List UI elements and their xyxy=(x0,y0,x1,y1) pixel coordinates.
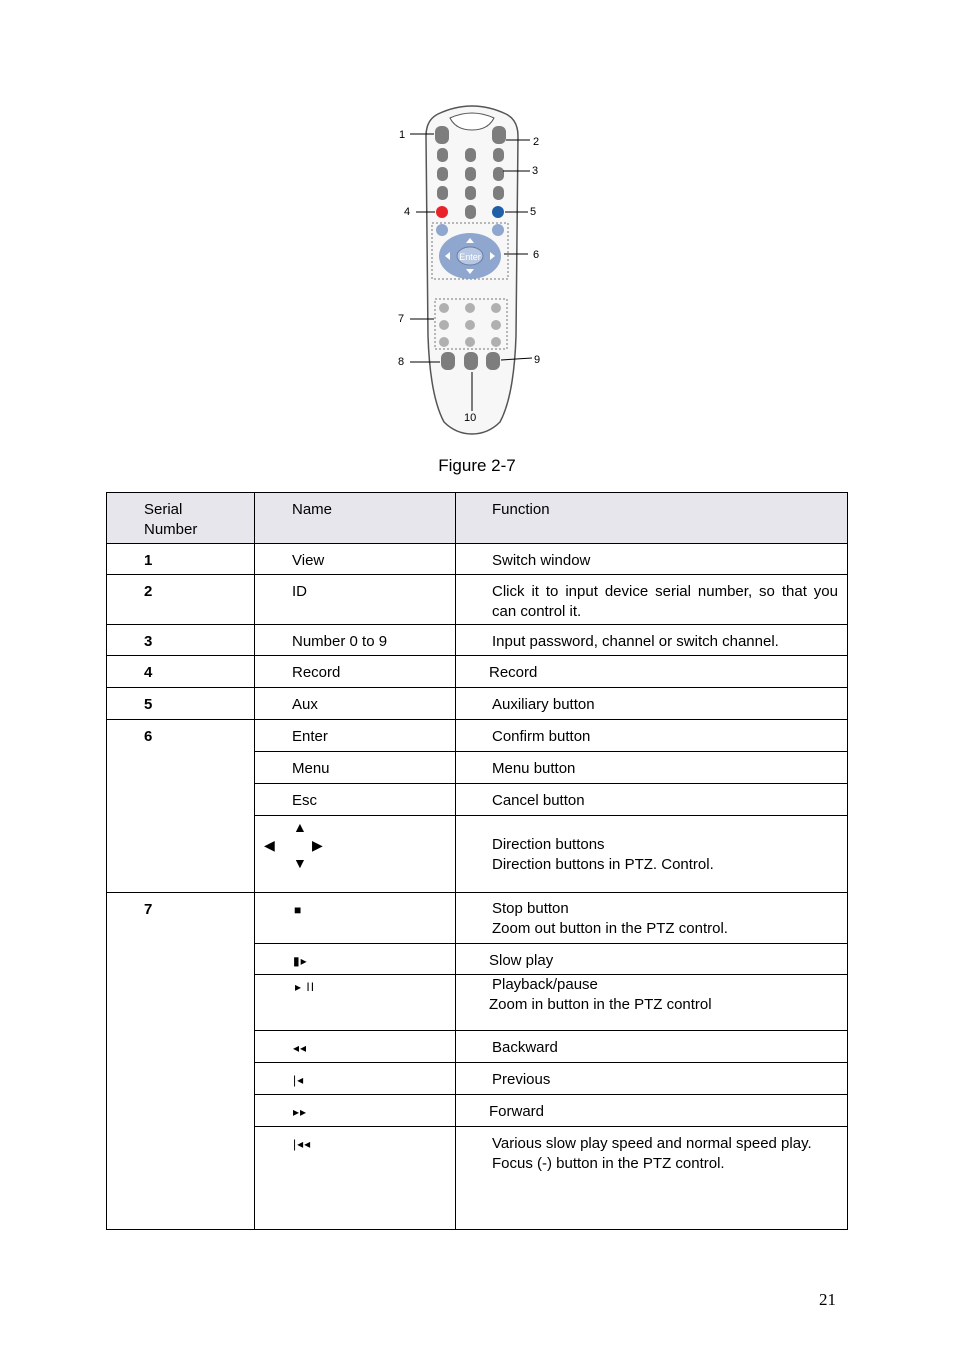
menu-button-icon xyxy=(492,224,504,236)
table-header-row xyxy=(107,493,848,544)
function-cell: Focus (-) button in the PTZ control. xyxy=(492,1155,725,1172)
button-function-table xyxy=(106,492,848,1230)
aux-button-icon xyxy=(492,206,504,218)
callout-10: 10 xyxy=(464,412,477,424)
name-cell: Enter xyxy=(292,728,328,745)
callout-7: 7 xyxy=(398,313,405,325)
callout-5: 5 xyxy=(530,206,537,218)
function-cell: Switch window xyxy=(492,552,591,569)
arrow-down-icon: ▼ xyxy=(293,855,307,871)
serial-cell: 7 xyxy=(144,901,153,918)
function-cell: Playback/pause xyxy=(492,976,598,993)
header-function: Function xyxy=(492,501,550,518)
arrow-right-icon: ▶ xyxy=(312,837,323,853)
serial-cell: 6 xyxy=(144,728,153,745)
esc-button-icon xyxy=(436,224,448,236)
callout-3: 3 xyxy=(532,165,539,177)
function-cell: Input password, channel or switch channel. xyxy=(492,633,779,650)
name-cell: Esc xyxy=(292,792,318,809)
function-cell: Zoom in button in the PTZ control xyxy=(489,996,712,1013)
svg-text:Enter: Enter xyxy=(459,252,481,262)
function-cell: Menu button xyxy=(492,760,576,777)
record-button-icon xyxy=(436,206,448,218)
arrow-left-icon: ◀ xyxy=(264,837,275,853)
figure-caption: Figure 2-7 xyxy=(438,456,516,475)
play-pause-icon: ▸ II xyxy=(295,980,316,994)
table-row xyxy=(107,720,848,752)
table-row xyxy=(107,656,848,688)
serial-cell: 1 xyxy=(144,552,153,569)
function-cell: Record xyxy=(489,664,538,681)
backward-icon: ◂◂ xyxy=(293,1041,308,1055)
function-cell: Direction buttons xyxy=(492,836,605,853)
name-cell: Record xyxy=(292,664,341,681)
function-cell: Slow play xyxy=(489,952,554,969)
name-cell: ID xyxy=(292,583,307,600)
stop-icon: ■ xyxy=(294,903,303,917)
function-cell: Direction buttons in PTZ. Control. xyxy=(492,856,714,873)
callout-8: 8 xyxy=(398,356,405,368)
function-cell: Previous xyxy=(492,1071,551,1088)
table-row xyxy=(107,625,848,656)
direction-arrows xyxy=(255,816,455,872)
callout-6: 6 xyxy=(533,249,540,261)
slow-play-icon: ▮▸ xyxy=(293,954,308,968)
id-button-icon xyxy=(492,126,506,144)
name-cell: Number 0 to 9 xyxy=(292,633,388,650)
function-cell: Confirm button xyxy=(492,728,591,745)
function-cell: Stop button xyxy=(492,900,569,917)
function-cell: Various slow play speed and normal speed play. xyxy=(492,1135,812,1152)
callout-9: 9 xyxy=(534,354,541,366)
function-cell: Click it to input device serial number, so that you can control it. xyxy=(492,583,838,620)
function-cell: Backward xyxy=(492,1039,558,1056)
name-cell: Menu xyxy=(292,760,330,777)
callout-4: 4 xyxy=(404,206,411,218)
remote-control-figure xyxy=(388,96,558,438)
table-row xyxy=(107,688,848,720)
serial-cell: 3 xyxy=(144,633,153,650)
table-row xyxy=(107,893,848,944)
function-cell: Forward xyxy=(489,1103,545,1120)
previous-icon: |◂ xyxy=(293,1073,305,1087)
serial-cell: 4 xyxy=(144,664,153,681)
callout-1: 1 xyxy=(399,129,406,141)
name-cell: Aux xyxy=(292,696,318,713)
table-row xyxy=(107,575,848,625)
arrow-up-icon: ▲ xyxy=(293,819,307,835)
header-name: Name xyxy=(292,501,333,518)
function-cell: Cancel button xyxy=(492,792,585,809)
header-serial-number: Serial Number xyxy=(144,501,198,538)
callout-2: 2 xyxy=(533,136,540,148)
serial-cell: 2 xyxy=(144,583,153,600)
remote-control-drawing xyxy=(388,96,558,438)
function-cell: Auxiliary button xyxy=(492,696,595,713)
function-cell: Zoom out button in the PTZ control. xyxy=(492,920,728,937)
page-number: 21 xyxy=(819,1290,836,1309)
name-cell: View xyxy=(292,552,325,569)
serial-cell: 5 xyxy=(144,696,153,713)
forward-icon: ▸▸ xyxy=(293,1105,308,1119)
skip-back-icon: |◂◂ xyxy=(293,1137,312,1151)
playback-keys-icon xyxy=(439,303,501,347)
table-row xyxy=(107,544,848,575)
view-button-icon xyxy=(435,126,449,144)
